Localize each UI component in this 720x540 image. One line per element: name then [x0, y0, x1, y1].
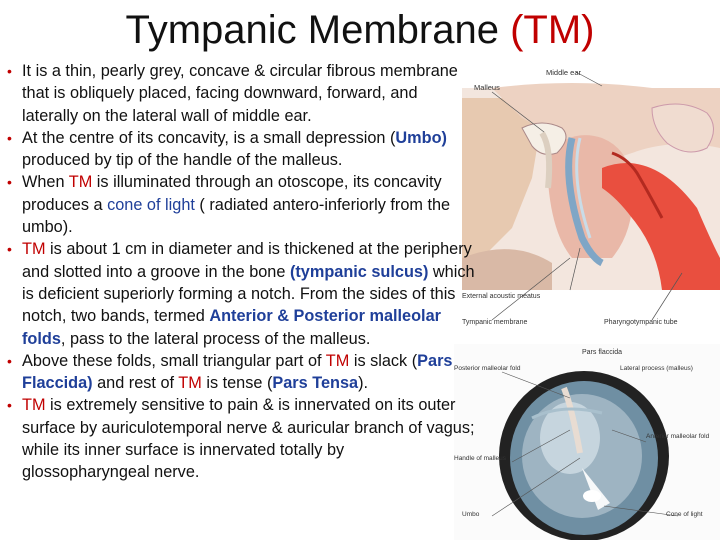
bullet-text: It is a thin, pearly grey, concave & circular fibrous membrane that is obliquely placed, facing downward, forward, and laterally on the lateral wall of middle ear.	[22, 62, 458, 125]
label-umbo: Umbo	[462, 511, 480, 518]
label-pars-flaccida: Pars flaccida	[582, 349, 623, 356]
slide-title	[0, 6, 720, 54]
keyword-tympanic-sulcus: (tympanic sulcus)	[289, 262, 429, 281]
bullet-item	[8, 394, 476, 483]
bullet-icon: •	[7, 352, 12, 369]
label-external-acoustic-meatus: External acoustic meatus	[462, 293, 541, 300]
bullet-text: is slack (	[349, 351, 418, 370]
keyword-malleolar-folds: Anterior & Posterior malleolar folds	[22, 307, 441, 348]
bullet-text: Above these folds, small triangular part of	[22, 351, 326, 370]
label-middle-ear: Middle ear	[546, 68, 582, 77]
bullet-text: At the centre of its concavity, is a small depression (	[22, 128, 396, 147]
bullet-text: ( radiated antero-inferiorly from the umbo).	[22, 195, 451, 237]
bullet-icon: •	[7, 129, 12, 146]
keyword-pars-tensa: Pars Tensa	[272, 374, 359, 393]
keyword-tm: TM	[22, 396, 46, 415]
keyword-umbo: Umbo)	[395, 128, 447, 147]
keyword-tm: TM	[68, 173, 93, 192]
keyword-pars-flaccida: Pars Flaccida)	[22, 351, 453, 393]
bullet-item	[8, 171, 476, 238]
bullet-text: and rest of	[92, 374, 179, 393]
label-lateral-process-malleus: Lateral process (malleus)	[620, 365, 693, 372]
label-cone-of-light: Cone of light	[666, 511, 703, 518]
bullet-item	[8, 238, 476, 349]
bullet-icon: •	[7, 63, 12, 79]
title-abbr: (TM)	[510, 8, 595, 52]
label-anterior-malleolar-fold: Anterior malleolar fold	[646, 433, 710, 440]
keyword-tm: TM	[325, 351, 350, 370]
label-handle-of-malleus: Handle of malleus	[454, 455, 507, 462]
label-malleus: Malleus	[474, 83, 500, 92]
bullet-list	[8, 60, 476, 484]
middle-ear-cross-section	[462, 72, 720, 320]
bullet-text: is illuminated through an otoscope, its concavity produces a	[22, 173, 442, 214]
ear-illustrations	[452, 58, 720, 540]
keyword-cone-of-light: cone of light	[107, 195, 195, 214]
bullet-item	[8, 127, 476, 172]
bullet-item	[8, 60, 476, 127]
label-tympanic-membrane: Tympanic membrane	[462, 319, 528, 326]
bullet-text: produced by tip of the handle of the malleus.	[22, 151, 343, 170]
bullet-icon: •	[7, 397, 12, 414]
bullet-text: is tense (	[201, 374, 273, 393]
label-posterior-malleolar-fold: Posterior malleolar fold	[454, 365, 521, 372]
bullet-text: which is deficient superiorly forming a notch. From the sides of this notch, two bands, termed	[22, 262, 475, 326]
bullet-text: When	[22, 173, 69, 192]
bullet-item	[8, 350, 476, 395]
ear-anatomy-figure	[452, 58, 720, 540]
keyword-tm: TM	[22, 240, 46, 259]
keyword-tm: TM	[178, 374, 202, 393]
bullet-text: ).	[358, 374, 369, 393]
bullet-icon: •	[7, 241, 12, 258]
bullet-text: is extremely sensitive to pain & is innervated on its outer surface by auriculotemporal nerve & auricular branch of vagus; while its inner surface is innervated totally by glossopharyngeal nerve.	[22, 396, 475, 482]
title-main: Tympanic Membrane	[125, 8, 511, 52]
bullet-text: is about 1 cm in diameter and is thickened at the periphery and slotted into a groove in the bone	[22, 240, 472, 281]
bullet-icon: •	[7, 174, 12, 191]
bullet-text: , pass to the lateral process of the malleus.	[60, 329, 371, 348]
label-pharyngotympanic-tube: Pharyngotympanic tube	[604, 319, 678, 326]
